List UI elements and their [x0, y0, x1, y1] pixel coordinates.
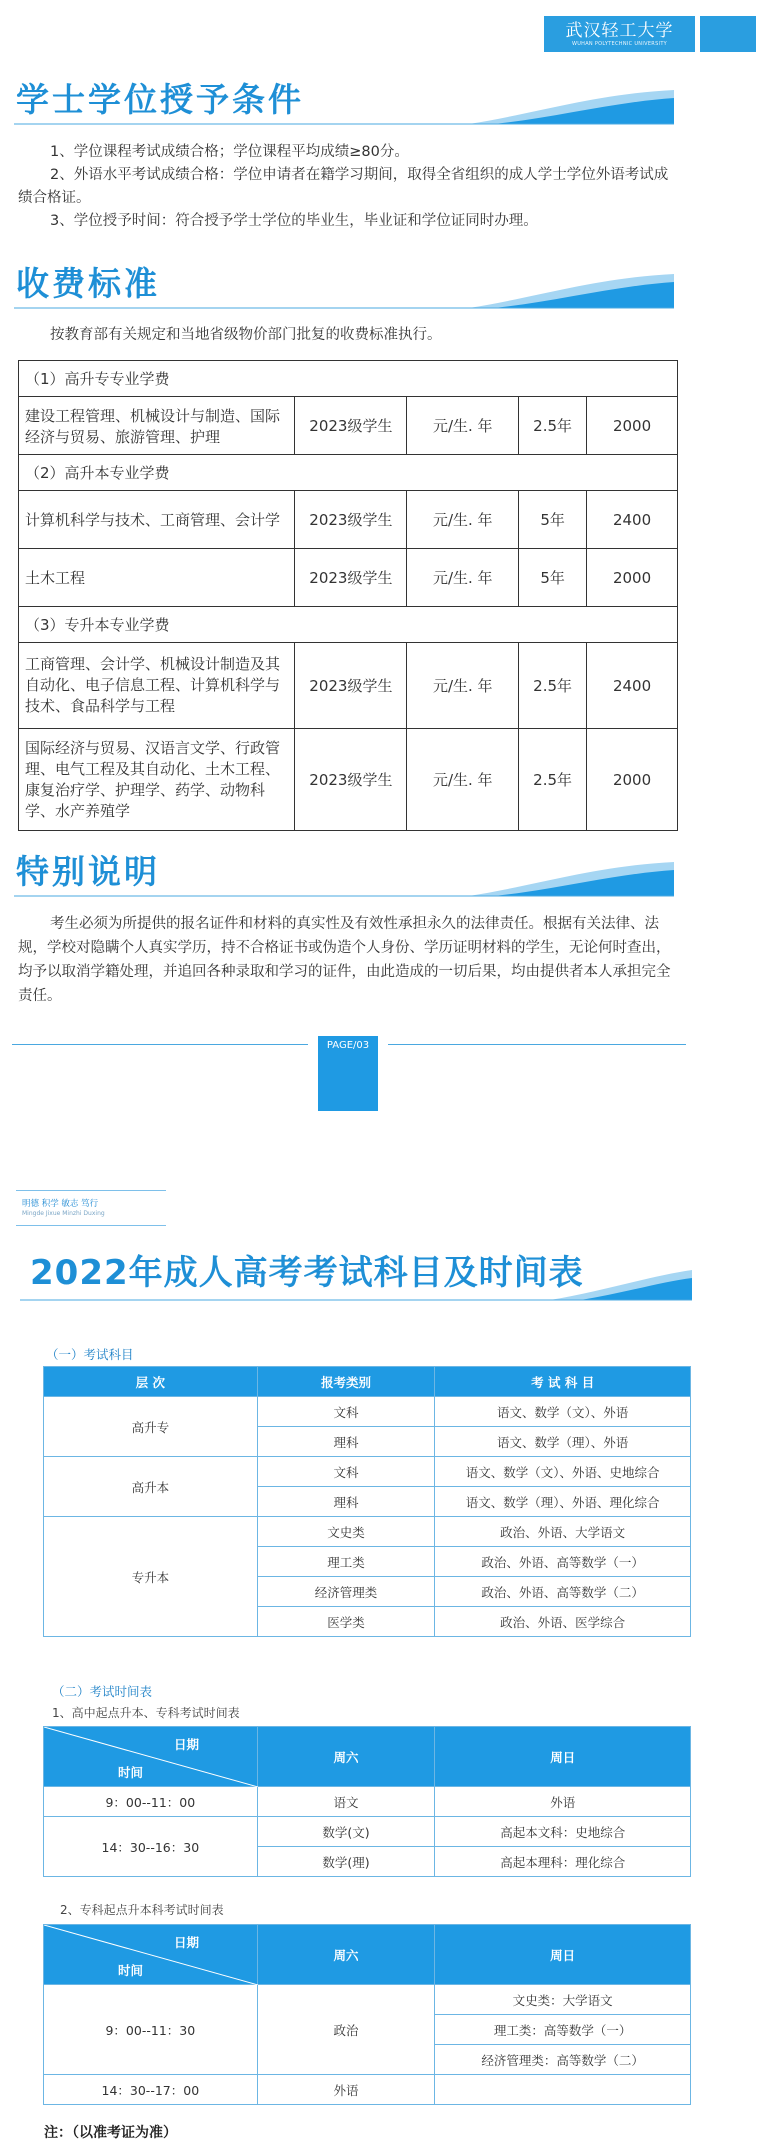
fee-unit: 元/生. 年	[407, 643, 519, 729]
category-cell: 医学类	[257, 1607, 435, 1637]
fee-majors: 建设工程管理、机械设计与制造、国际经济与贸易、旅游管理、护理	[19, 397, 295, 455]
fee-unit: 元/生. 年	[407, 397, 519, 455]
sunday-cell: 高起本理科：理化综合	[435, 1847, 691, 1877]
table-row	[44, 2075, 691, 2105]
fee-amount: 2400	[587, 643, 678, 729]
category-cell: 理科	[257, 1427, 435, 1457]
university-logo	[544, 16, 695, 52]
page-number: PAGE/03	[318, 1036, 378, 1111]
category-cell: 经济管理类	[257, 1577, 435, 1607]
motto-en: Mingde Jixue Minzhi Duxing	[22, 1210, 105, 1217]
sunday-cell: 文史类：大学语文	[435, 1985, 691, 2015]
fee-majors: 国际经济与贸易、汉语言文学、行政管理、电气工程及其自动化、土木工程、康复治疗学、护理学、药学、动物科学、水产养殖学	[19, 729, 295, 831]
saturday-cell: 语文	[257, 1787, 435, 1817]
table-row	[19, 491, 678, 549]
subjects-table	[43, 1366, 691, 1637]
fee-amount: 2000	[587, 729, 678, 831]
category-cell: 文科	[257, 1457, 435, 1487]
sunday-cell: 高起本文科：史地综合	[435, 1817, 691, 1847]
subjects-cell: 政治、外语、高等数学（二）	[435, 1577, 691, 1607]
exam-schedule-title: 2022年成人高考考试科目及时间表	[30, 1253, 584, 1293]
diagonal-header	[44, 1727, 258, 1787]
diag-date-label: 日期	[174, 1737, 200, 1752]
level-cell: 高升本	[44, 1457, 258, 1517]
category-cell: 文史类	[257, 1517, 435, 1547]
fee-years: 2.5年	[519, 643, 587, 729]
fee-unit: 元/生. 年	[407, 491, 519, 549]
fee-grade: 2023级学生	[295, 397, 407, 455]
diagonal-line	[44, 1925, 258, 1985]
table-row	[44, 1517, 691, 1547]
schedule-heading: （二）考试时间表	[52, 1684, 153, 1699]
time-cell: 14：30--16：30	[44, 1817, 258, 1877]
col-header-saturday: 周六	[257, 1727, 435, 1787]
fee-group-header	[19, 455, 678, 491]
diagonal-header	[44, 1925, 258, 1985]
degree-section-title: 学士学位授予条件	[16, 80, 304, 119]
level-cell: 高升专	[44, 1397, 258, 1457]
table-header-row	[44, 1925, 691, 1985]
table-row	[44, 1817, 691, 1847]
table-row	[19, 397, 678, 455]
fee-majors: 工商管理、会计学、机械设计制造及其自动化、电子信息工程、计算机科学与技术、食品科学与工程	[19, 643, 295, 729]
wave-decoration	[14, 856, 680, 898]
subjects-cell: 语文、数学（理）、外语、理化综合	[435, 1487, 691, 1517]
table-row	[19, 643, 678, 729]
logo-english-name: WUHAN POLYTECHNIC UNIVERSITY	[571, 41, 668, 47]
sunday-cell: 理工类：高等数学（一）	[435, 2015, 691, 2045]
table-row	[19, 549, 678, 607]
fees-intro: 按教育部有关规定和当地省级物价部门批复的收费标准执行。	[50, 327, 442, 343]
table-row	[44, 1397, 691, 1427]
category-cell: 理工类	[257, 1547, 435, 1577]
fee-majors: 土木工程	[19, 549, 295, 607]
sunday-cell: 外语	[435, 1787, 691, 1817]
subjects-cell: 语文、数学（理）、外语	[435, 1427, 691, 1457]
table-row	[19, 729, 678, 831]
degree-conditions	[18, 141, 678, 233]
fee-unit: 元/生. 年	[407, 729, 519, 831]
col-header-sunday: 周日	[435, 1727, 691, 1787]
schedule-1-caption: 1、高中起点升本、专科考试时间表	[52, 1706, 240, 1720]
table-row	[44, 1787, 691, 1817]
subjects-cell: 政治、外语、医学综合	[435, 1607, 691, 1637]
fee-group-header	[19, 607, 678, 643]
diagonal-line	[44, 1727, 258, 1787]
fee-amount: 2000	[587, 397, 678, 455]
subjects-cell: 政治、外语、高等数学（一）	[435, 1547, 691, 1577]
fee-amount: 2400	[587, 491, 678, 549]
subjects-heading: （一）考试科目	[46, 1347, 134, 1362]
col-header-category: 报考类别	[257, 1367, 435, 1397]
degree-item-3: 3、学位授予时间：符合授予学士学位的毕业生，毕业证和学位证同时办理。	[50, 213, 538, 229]
fee-majors: 计算机科学与技术、工商管理、会计学	[19, 491, 295, 549]
logo-name: 武汉轻工大学	[565, 21, 674, 41]
col-header-level: 层 次	[44, 1367, 258, 1397]
fee-years: 2.5年	[519, 729, 587, 831]
wave-decoration	[14, 268, 680, 310]
diag-date-label: 日期	[174, 1935, 200, 1950]
subjects-cell: 语文、数学（文）、外语、史地综合	[435, 1457, 691, 1487]
fee-grade: 2023级学生	[295, 729, 407, 831]
time-cell: 9：00--11：00	[44, 1787, 258, 1817]
fee-group-label: （2）高升本专业学费	[19, 455, 678, 491]
sunday-cell	[435, 2075, 691, 2105]
subjects-cell: 政治、外语、大学语文	[435, 1517, 691, 1547]
footer-line-left	[12, 1044, 308, 1045]
col-header-sunday: 周日	[435, 1925, 691, 1985]
saturday-cell: 数学(文)	[257, 1817, 435, 1847]
fee-group-header	[19, 361, 678, 397]
footer-line-right	[388, 1044, 686, 1045]
table-row	[44, 1985, 691, 2015]
footnote: 注：（以准考证为准）	[44, 2125, 177, 2141]
fee-table	[18, 360, 678, 831]
fees-section-title: 收费标准	[16, 264, 160, 303]
saturday-cell: 政治	[257, 1985, 435, 2075]
col-header-subjects: 考 试 科 目	[435, 1367, 691, 1397]
col-header-saturday: 周六	[257, 1925, 435, 1985]
category-cell: 理科	[257, 1487, 435, 1517]
degree-item-2: 2、外语水平考试成绩合格：学位申请者在籍学习期间，取得全省组织的成人学士学位外语考试成绩合格证。	[18, 167, 669, 206]
table-header-row	[44, 1367, 691, 1397]
schedule-2-caption: 2、专科起点升本科考试时间表	[60, 1903, 224, 1917]
fee-group-label: （1）高升专专业学费	[19, 361, 678, 397]
category-cell: 文科	[257, 1397, 435, 1427]
schedule-table-2	[43, 1924, 691, 2105]
motto	[22, 1197, 105, 1217]
special-notice: 考生必须为所提供的报名证件和材料的真实性及有效性承担永久的法律责任。根据有关法律、法规，学校对隐瞒个人真实学历，持不合格证书或伪造个人身份、学历证明材料的学生，无论何时查出，均予以取消学籍处理，并追回各种录取和学习的证件，由此造成的一切后果，均由提供者本人承担完全责任。	[18, 916, 671, 1004]
fee-years: 5年	[519, 549, 587, 607]
fee-amount: 2000	[587, 549, 678, 607]
diag-time-label: 时间	[118, 1765, 144, 1780]
fee-grade: 2023级学生	[295, 643, 407, 729]
fee-group-label: （3）专升本专业学费	[19, 607, 678, 643]
time-cell: 14：30--17：00	[44, 2075, 258, 2105]
saturday-cell: 外语	[257, 2075, 435, 2105]
degree-item-1: 1、学位课程考试成绩合格；学位课程平均成绩≥80分。	[50, 144, 409, 160]
fee-grade: 2023级学生	[295, 549, 407, 607]
subjects-cell: 语文、数学（文）、外语	[435, 1397, 691, 1427]
fee-years: 2.5年	[519, 397, 587, 455]
fee-grade: 2023级学生	[295, 491, 407, 549]
time-cell: 9：00--11：30	[44, 1985, 258, 2075]
fee-years: 5年	[519, 491, 587, 549]
table-row	[44, 1457, 691, 1487]
level-cell: 专升本	[44, 1517, 258, 1637]
schedule-table-1	[43, 1726, 691, 1877]
header-accent-block	[700, 16, 756, 52]
special-section-title: 特别说明	[16, 852, 160, 891]
motto-cn: 明德 积学 敏志 笃行	[22, 1199, 99, 1209]
wave-decoration	[14, 84, 680, 126]
sunday-cell: 经济管理类：高等数学（二）	[435, 2045, 691, 2075]
fee-unit: 元/生. 年	[407, 549, 519, 607]
saturday-cell: 数学(理)	[257, 1847, 435, 1877]
wave-decoration	[20, 1258, 694, 1302]
diag-time-label: 时间	[118, 1963, 144, 1978]
table-header-row	[44, 1727, 691, 1787]
